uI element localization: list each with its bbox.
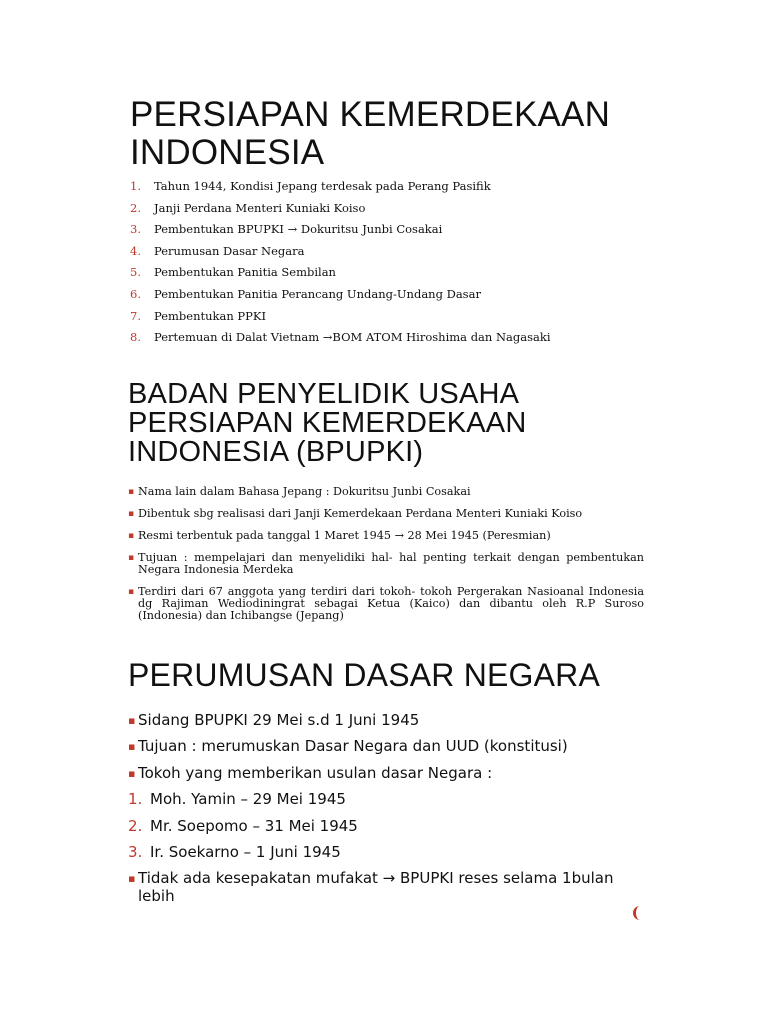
- list-number: 1.: [128, 790, 143, 809]
- list-item-text: Moh. Yamin – 29 Mei 1945: [150, 790, 346, 809]
- list-item: [130, 264, 650, 286]
- list-item: [130, 308, 650, 330]
- list-item-text: Sidang BPUPKI 29 Mei s.d 1 Juni 1945: [138, 711, 420, 729]
- list-number: 8.: [130, 330, 141, 345]
- list-item: [128, 508, 644, 520]
- bullet-icon: ▪: [128, 553, 135, 563]
- section-title: [130, 96, 690, 172]
- list-item: [128, 790, 628, 808]
- list-item: [128, 586, 644, 622]
- list-item-text: Dibentuk sbg realisasi dari Janji Kemerdekaan Perdana Menteri Kuniaki Koiso: [138, 507, 583, 520]
- list-number: 3.: [130, 222, 141, 237]
- list-number: 6.: [130, 286, 141, 301]
- list-number: 3.: [128, 842, 143, 861]
- bullet-icon: ▪: [128, 872, 136, 886]
- list-item: [128, 530, 644, 542]
- list-item: [130, 178, 650, 200]
- list-item: [128, 486, 644, 498]
- list-item-text: Tujuan : merumuskan Dasar Negara dan UUD (konstitusi): [138, 737, 568, 756]
- list-item: [130, 243, 650, 265]
- title-line-1: PERSIAPAN KEMERDEKAAN: [130, 95, 611, 134]
- list-item: [128, 764, 628, 782]
- list-number: 4.: [130, 243, 141, 258]
- bullet-icon: ▪: [128, 714, 136, 727]
- list-item: [130, 200, 650, 222]
- list-item-text: Pembentukan Panitia Perancang Undang-Undang Dasar: [154, 286, 481, 301]
- list-item-text: Janji Perdana Menteri Kuniaki Koiso: [154, 200, 366, 215]
- bullet-list: [128, 486, 644, 632]
- list-item-text: Nama lain dalam Bahasa Jepang : Dokuritsu Junbi Cosakai: [138, 485, 471, 498]
- list-item: [130, 286, 650, 308]
- bullet-icon: ▪: [128, 587, 135, 597]
- list-item-text: Terdiri dari 67 anggota yang terdiri dari tokoh- tokoh Pergerakan Nasioanal Indonesia dg Rajiman Wediodiningrat sebagai Ketua (Kaico) dan dibantu oleh R.P Suroso (Indonesia) dan Ichibangse (Jepang): [138, 585, 644, 622]
- list-item: [128, 869, 628, 905]
- title-line-3: INDONESIA (BPUPKI): [128, 436, 424, 468]
- bullet-icon: ▪: [128, 531, 135, 541]
- section-title: PERUMUSAN DASAR NEGARA: [128, 657, 601, 693]
- bullet-icon: ▪: [128, 509, 135, 519]
- list-item-text: Tidak ada kesepakatan mufakat → BPUPKI reses selama 1bulan lebih: [138, 869, 614, 906]
- list-item-text: Pertemuan di Dalat Vietnam →BOM ATOM Hiroshima dan Nagasaki: [154, 330, 551, 345]
- list-item: [128, 817, 628, 835]
- section-title: [128, 380, 688, 467]
- list-item: [128, 737, 628, 755]
- list-item-text: Pembentukan BPUPKI → Dokuritsu Junbi Cosakai: [154, 222, 443, 237]
- list-item-text: Tahun 1944, Kondisi Jepang terdesak pada Perang Pasifik: [154, 179, 491, 193]
- bullet-icon: ▪: [128, 740, 136, 754]
- bullet-icon: ▪: [128, 766, 136, 780]
- list-number: 1.: [130, 179, 141, 193]
- list-item-text: Tujuan : mempelajari dan menyelidiki hal- hal penting terkait dengan pembentukan Negara Indonesia Merdeka: [138, 551, 644, 576]
- slide-corner-mark-icon: [633, 906, 644, 920]
- list-item: [130, 221, 650, 243]
- list-item-text: Pembentukan Panitia Sembilan: [154, 265, 336, 280]
- list-item-text: Resmi terbentuk pada tanggal 1 Maret 1945 → 28 Mei 1945 (Peresmian): [138, 529, 551, 542]
- list-number: 7.: [130, 308, 141, 323]
- bullet-icon: ▪: [128, 487, 135, 497]
- list-item: [128, 711, 628, 729]
- list-item-text: Perumusan Dasar Negara: [154, 243, 305, 258]
- title-line-2: INDONESIA: [130, 133, 325, 172]
- list-number: 2.: [128, 816, 143, 835]
- title-line-1: BADAN PENYELIDIK USAHA: [128, 378, 520, 410]
- list-item-text: Pembentukan PPKI: [154, 308, 267, 323]
- list-item-text: Mr. Soepomo – 31 Mei 1945: [150, 816, 358, 835]
- list-item-text: Ir. Soekarno – 1 Juni 1945: [150, 842, 341, 861]
- list-item: [128, 552, 644, 576]
- numbered-list: [130, 178, 650, 351]
- list-item-text: Tokoh yang memberikan usulan dasar Negara :: [138, 763, 493, 782]
- title-line-2: PERSIAPAN KEMERDEKAAN: [128, 407, 527, 439]
- list-item: [128, 843, 628, 861]
- list-item: [130, 329, 650, 351]
- list-number: 5.: [130, 265, 141, 280]
- list-number: 2.: [130, 200, 141, 215]
- mixed-list: [128, 711, 628, 914]
